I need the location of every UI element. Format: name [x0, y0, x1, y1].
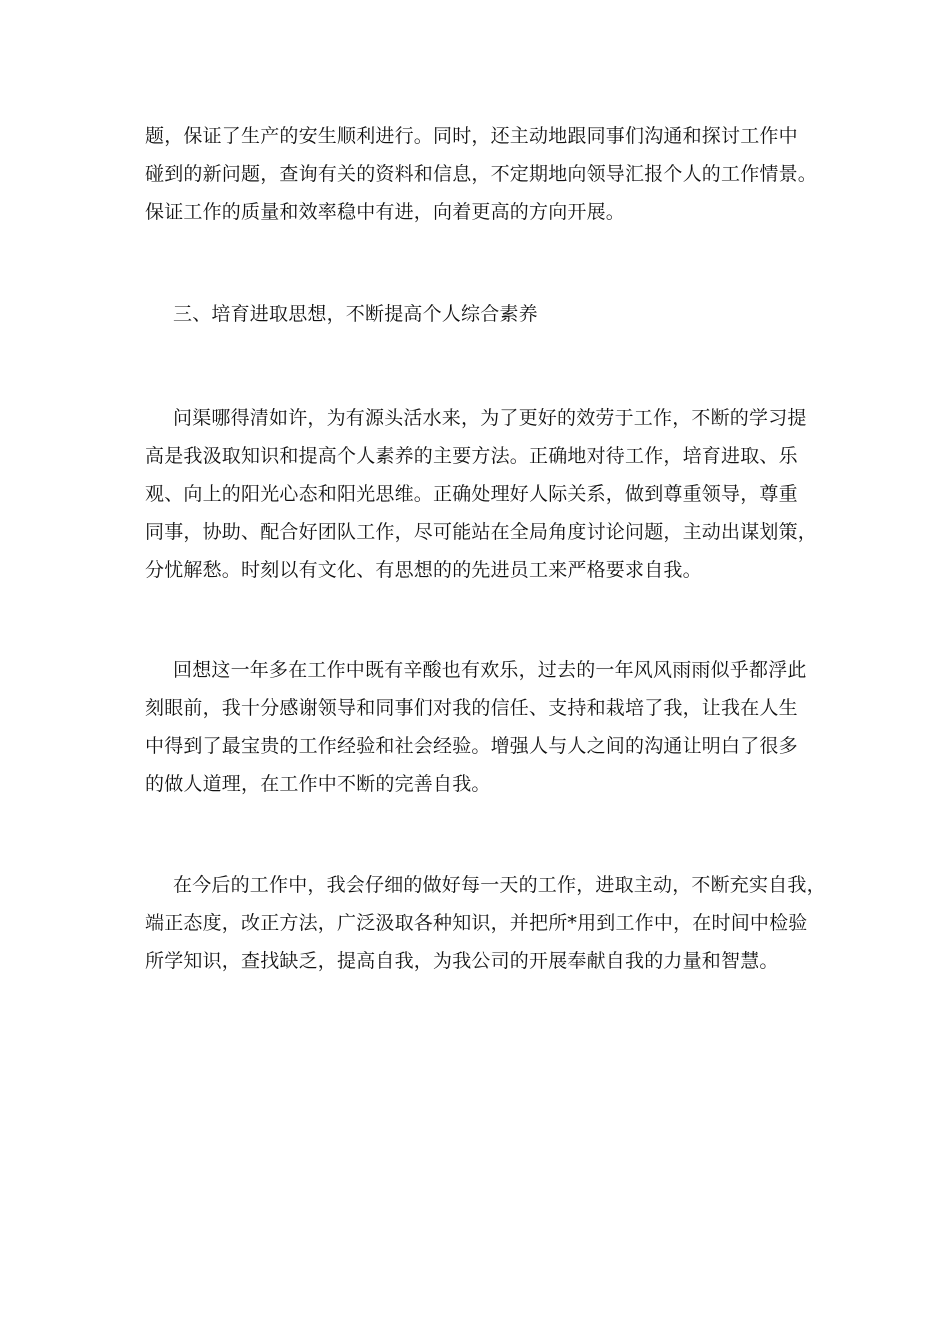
text-line: 保证工作的质量和效率稳中有进，向着更高的方向开展。	[145, 201, 626, 223]
text-line: 在今后的工作中，我会仔细的做好每一天的工作，进取主动，不断充实自我，	[173, 874, 826, 896]
paragraph-reflection	[145, 651, 835, 803]
text-line: 碰到的新问题，查询有关的资料和信息，不定期地向领导汇报个人的工作情景。	[145, 163, 818, 185]
text-line: 观、向上的阳光心态和阳光思维。正确处理好人际关系，做到尊重领导，尊重	[145, 483, 798, 505]
text-line: 回想这一年多在工作中既有辛酸也有欢乐，过去的一年风风雨雨似乎都浮此	[173, 659, 807, 681]
paragraph-future	[145, 866, 835, 980]
paragraph-continuation	[145, 117, 835, 231]
text-line: 高是我汲取知识和提高个人素养的主要方法。正确地对待工作，培育进取、乐	[145, 445, 798, 467]
text-line: 题，保证了生产的安生顺利进行。同时，还主动地跟同事们沟通和探讨工作中	[145, 125, 798, 147]
paragraph-learning	[145, 399, 835, 589]
text-line: 中得到了最宝贵的工作经验和社会经验。增强人与人之间的沟通让明白了很多	[145, 735, 798, 757]
text-line: 分忧解愁。时刻以有文化、有思想的的先进员工来严格要求自我。	[145, 559, 702, 581]
text-line: 的做人道理，在工作中不断的完善自我。	[145, 773, 491, 795]
text-line: 端正态度，改正方法，广泛汲取各种知识，并把所*用到工作中，在时间中检验	[145, 912, 808, 934]
text-line: 所学知识，查找缺乏，提高自我，为我公司的开展奉献自我的力量和智慧。	[145, 950, 779, 972]
heading-text: 三、培育进取思想，不断提高个人综合素养	[173, 303, 538, 325]
section-heading	[145, 295, 835, 333]
text-line: 同事，协助、配合好团队工作，尽可能站在全局角度讨论问题，主动出谋划策，	[145, 521, 818, 543]
text-line: 问渠哪得清如许，为有源头活水来，为了更好的效劳于工作，不断的学习提	[173, 407, 807, 429]
text-line: 刻眼前，我十分感谢领导和同事们对我的信任、支持和栽培了我，让我在人生	[145, 697, 798, 719]
